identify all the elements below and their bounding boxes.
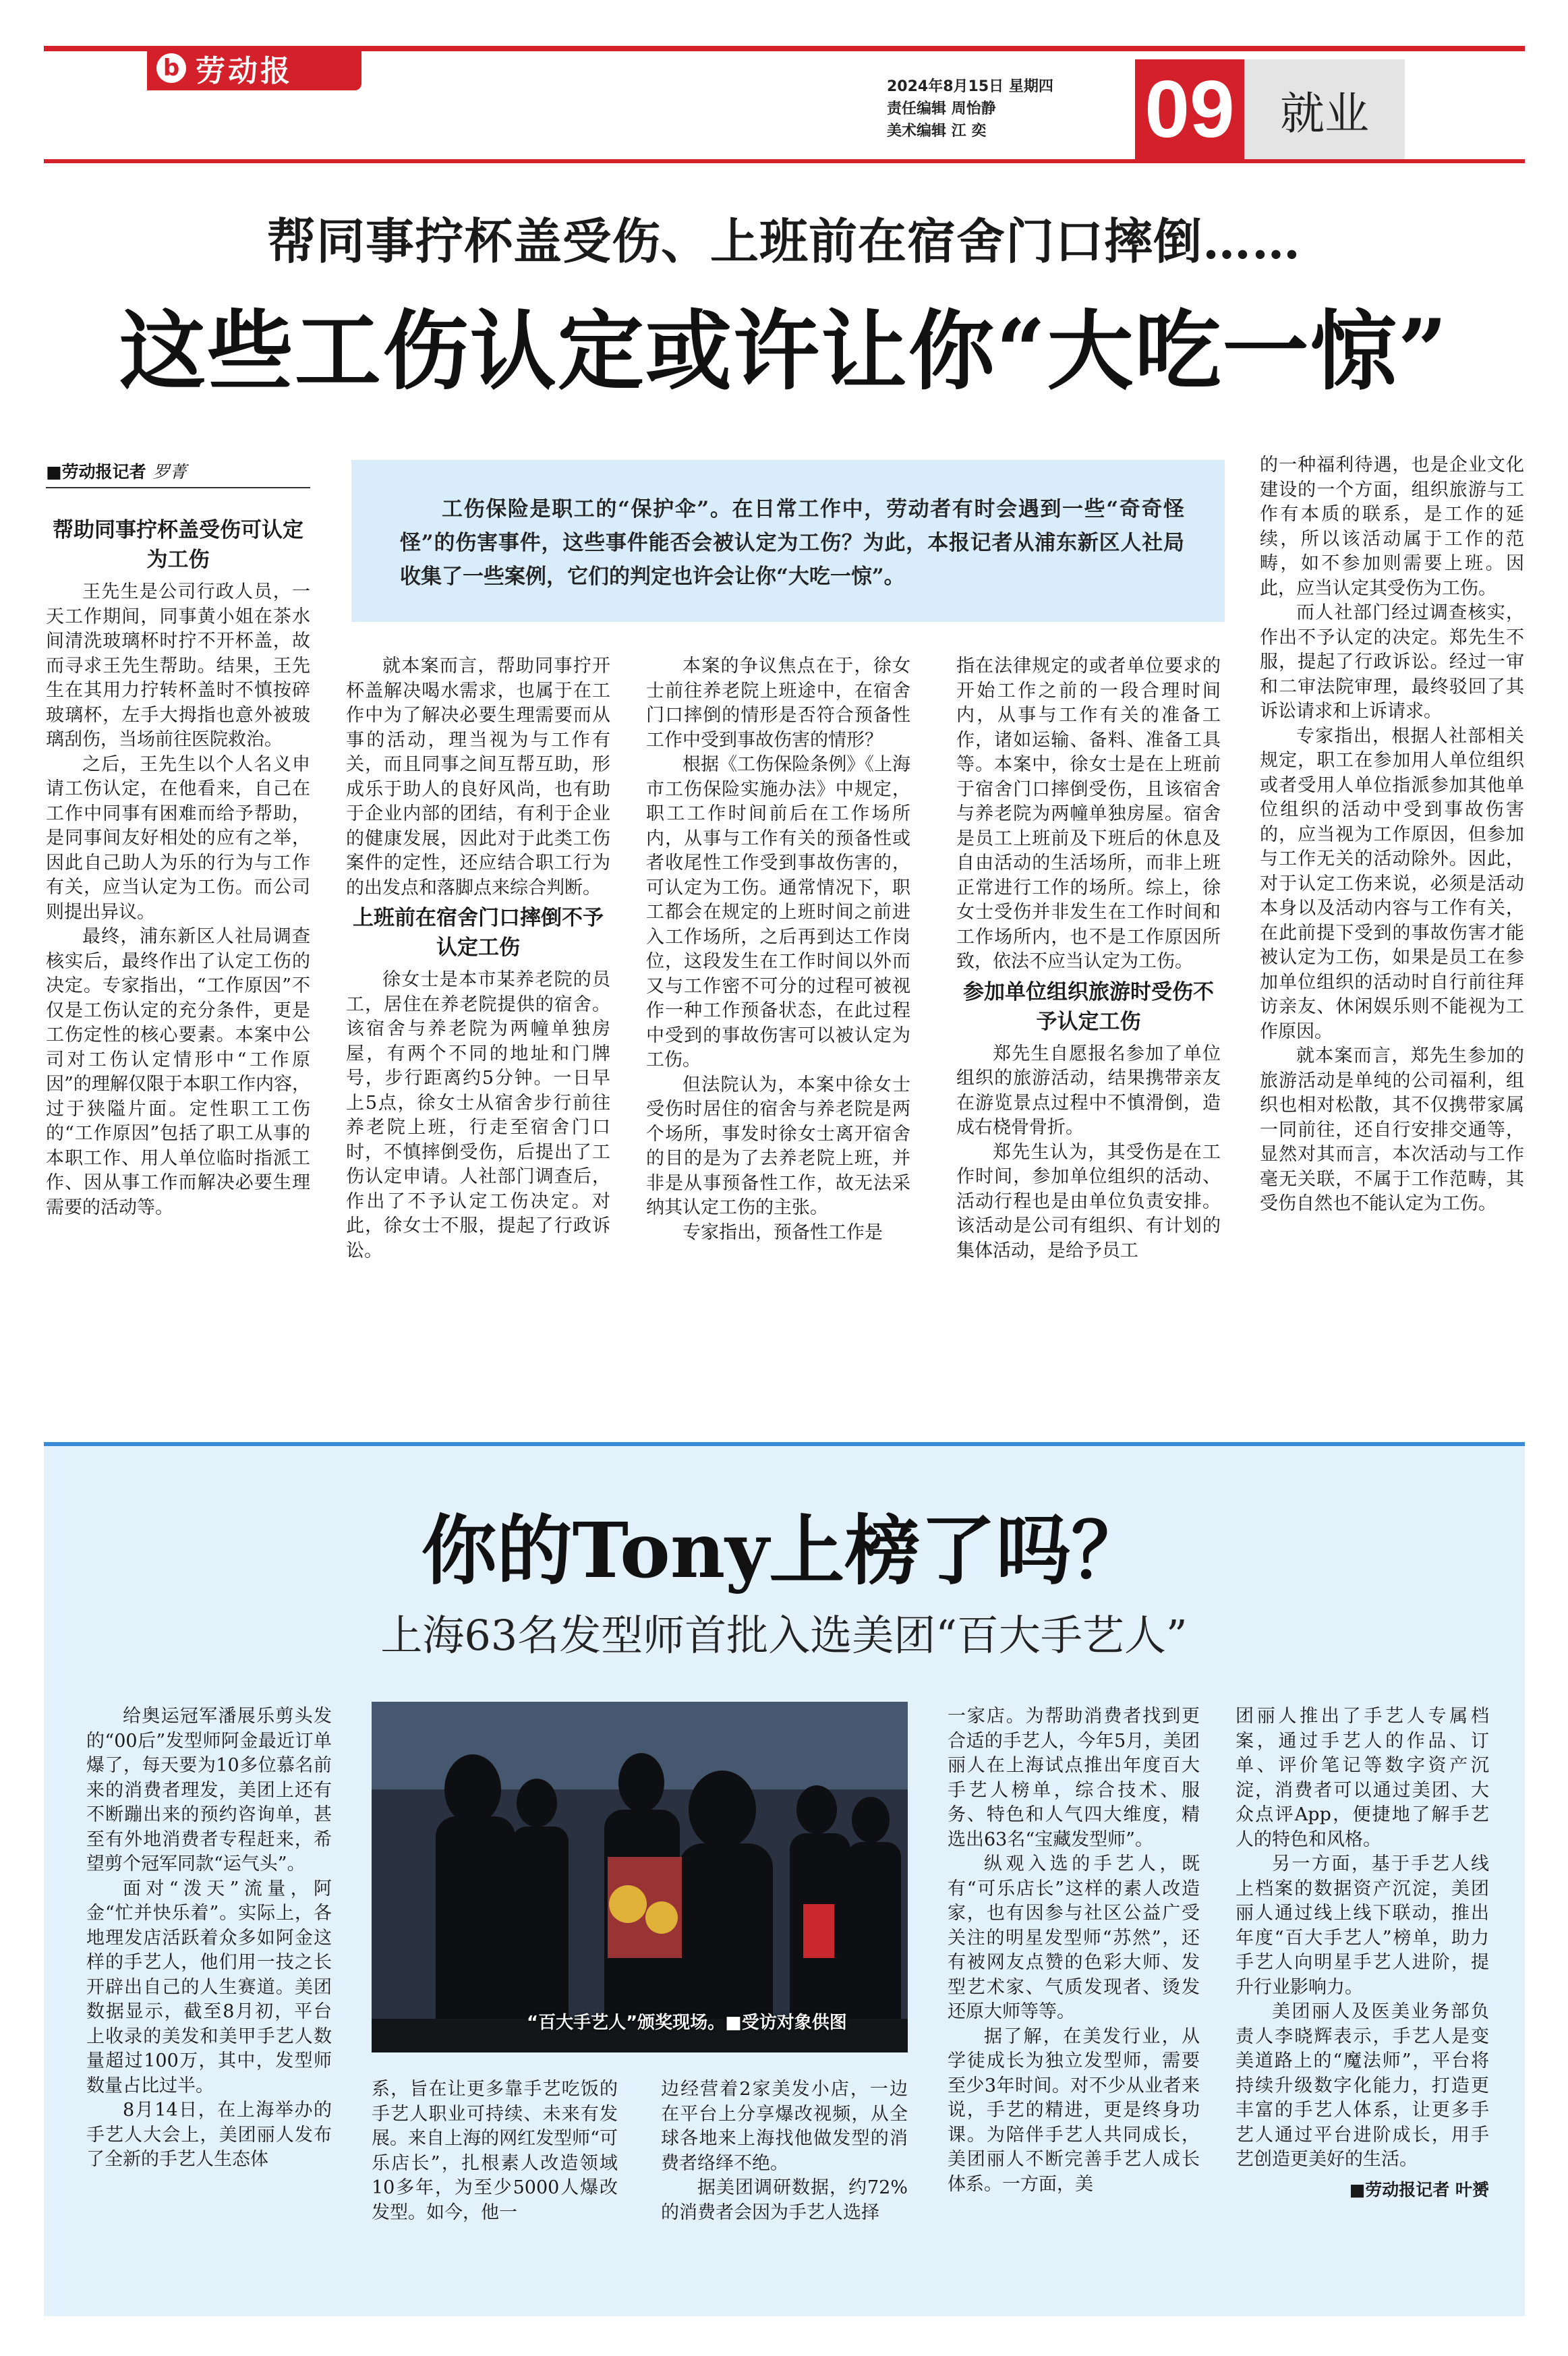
paragraph: 但法院认为，本案中徐女士受伤时居住的宿舍与养老院是两个场所，事发时徐女士离开宿舍的目的是为了去养老院上班，并非是从事预备性工作，故无法采纳其认定工伤的主张。 xyxy=(646,1074,910,1218)
story2-col4 xyxy=(948,1704,1200,2197)
story2-col1 xyxy=(86,1704,332,2173)
paragraph: 徐女士是本市某养老院的员工，居住在养老院提供的宿舍。该宿舍与养老院为两幢单独房屋，有两个不同的地址和门牌号，步行距离约5分钟。一日早上5点，徐女士从宿舍步行前往养老院上班，行走至宿舍门口时，不慎摔倒受伤，后提出了工伤认定申请。人社部门调查后，作出了不予认定工伤决定。对此，徐女士不服，提起了行政诉讼。 xyxy=(346,969,610,1261)
paragraph: 边经营着2家美发小店，一边在平台上分享爆改视频，从全球各地来上海找他做发型的消费者络绎不绝。 xyxy=(661,2079,908,2174)
story1-col3 xyxy=(646,654,910,1245)
paragraph: 就本案而言，帮助同事拧开杯盖解决喝水需求，也属于在工作中为了解决必要生理需要而从事的活动，理当视为与工作有关，而且同事之间互帮互助，形成乐于助人的良好风尚，也有助于企业内部的团结，有利于企业的健康发展，因此对于此类工伤案件的定性，还应结合职工行为的出发点和落脚点来综合判断。 xyxy=(346,656,610,898)
paragraph: 最终，浦东新区人社局调查核实后，最终作出了认定工伤的决定。专家指出，“工作原因”不仅是工伤认定的充分条件，更是工伤定性的核心要素。本案中公司对工伤认定情形中“工作原因”的理解仅限于本职工作内容，过于狭隘片面。定性职工工伤的“工作原因”包括了职工从事的本职工作、用人单位临时指派工作、因从事工作而解决必要生理需要的活动等。 xyxy=(46,926,310,1218)
byline-label: ■劳动报记者 xyxy=(46,462,146,482)
story1-col5 xyxy=(1260,453,1524,1217)
paragraph: 王先生是公司行政人员，一天工作期间，同事黄小姐在茶水间清洗玻璃杯时拧不开杯盖，故而寻求王先生帮助。结果，王先生在其用力拧转杯盖时不慎按碎玻璃杯，左手大拇指也意外被玻璃刮伤，当场前往医院救治。 xyxy=(46,581,310,750)
paragraph: 根据《工伤保险条例》《上海市工伤保险实施办法》中规定，职工工作时间前后在工作场所内，从事与工作有关的预备性或者收尾性工作受到事故伤害的，可认定为工伤。通常情况下，职工都会在规定的上班时间之前进入工作场所，之后再到达工作岗位，这段发生在工作时间以外而又与工作密不可分的过程可被视作一种工作预备状态，在此过程中受到的事故伤害可以被认定为工伤。 xyxy=(646,754,910,1070)
paragraph: 郑先生自愿报名参加了单位组织的旅游活动，结果携带亲友在游览景点过程中不慎滑倒，造成右桡骨骨折。 xyxy=(956,1043,1221,1138)
story1-kicker: 帮同事拧杯盖受伤、上班前在宿舍门口摔倒…… xyxy=(266,212,1301,270)
case1-heading: 帮助同事拧杯盖受伤可认定为工伤 xyxy=(53,518,303,572)
issue-date: 2024年8月15日 星期四 xyxy=(887,78,1053,95)
case3-heading: 参加单位组织旅游时受伤不予认定工伤 xyxy=(963,979,1214,1034)
paragraph: 郑先生认为，其受伤是在工作时间，参加单位组织的活动、活动行程也是由单位负责安排。该活动是公司有组织、有计划的集体活动，是给予员工 xyxy=(956,1141,1221,1261)
paragraph: 据美团调研数据，约72%的消费者会因为手艺人选择 xyxy=(661,2177,908,2223)
paragraph: 一家店。为帮助消费者找到更合适的手艺人，今年5月，美团丽人在上海试点推出年度百大手艺人榜单，综合技术、服务、特色和人气四大维度，精选出63名“宝藏发型师”。 xyxy=(948,1706,1200,1850)
story2-col3 xyxy=(661,2077,908,2225)
story2-title: 你的Tony上榜了吗？ xyxy=(421,1507,1147,1595)
story1-col2 xyxy=(346,654,610,1263)
signoff-name: 叶赟 xyxy=(1455,2179,1489,2200)
paragraph: 的一种福利待遇，也是企业文化建设的一个方面，组织旅游与工作有本质的联系，是工作的延续，所以该活动属于工作的范畴，如不参加则需要上班。因此，应当认定其受伤为工伤。 xyxy=(1260,455,1524,599)
newspaper-logo xyxy=(147,46,361,90)
story1-col1 xyxy=(46,513,310,1220)
paragraph: 就本案而言，郑先生参加的旅游活动是单纯的公司福利，组织也相对松散，其不仅携带家属一同前往，还自行安排交通等，显然对其而言，本次活动与工作毫无关联，不属于工作范畴，其受伤自然也不能认定为工伤。 xyxy=(1260,1045,1524,1214)
paragraph: 另一方面，基于手艺人线上档案的数据资产沉淀，美团丽人通过线上线下联动，推出年度“百大手艺人”榜单，助力手艺人向明星手艺人进阶，提升行业影响力。 xyxy=(1236,1854,1489,1998)
signoff-label: ■劳动报记者 xyxy=(1349,2179,1450,2200)
paragraph: 8月14日，在上海举办的手艺人大会上，美团丽人发布了全新的手艺人生态体 xyxy=(86,2100,332,2170)
paragraph: 专家指出，预备性工作是 xyxy=(683,1222,883,1243)
paragraph: 之后，王先生以个人名义申请工伤认定，在他看来，自己在工作中同事有困难而给予帮助，是同事间友好相处的应有之举，因此自己助人为乐的行为与工作有关，应当认定为工伤。而公司则提出异议。 xyxy=(46,753,310,923)
paragraph: 美团丽人及医美业务部负责人李晓辉表示，手艺人是变美道路上的“魔法师”，平台将持续升级数字化能力，打造更丰富的手艺人体系，让更多手艺人通过平台进阶成长，用手艺创造更美好的生活。 xyxy=(1236,2001,1489,2170)
logo-text: 劳动报 xyxy=(196,54,293,88)
story1-headline: 这些工伤认定或许让你“大吃一惊” xyxy=(119,301,1449,402)
issue-art-editor: 美术编辑 江 奕 xyxy=(887,123,987,140)
story1-col4 xyxy=(956,654,1221,1263)
award-ceremony-photo xyxy=(372,1702,908,2052)
story2-col2 xyxy=(372,2077,618,2225)
paragraph: 给奥运冠军潘展乐剪头发的“00后”发型师阿金最近订单爆了，每天要为10多位慕名前来的消费者理发，美团上还有不断蹦出来的预约咨询单，甚至有外地消费者专程赶来，希望剪个冠军同款“运气头”。 xyxy=(86,1706,332,1874)
ceremony-scene xyxy=(372,1702,908,2052)
byline-name: 罗菁 xyxy=(152,462,187,482)
header-bottom-rule xyxy=(44,159,1525,163)
case2-heading: 上班前在宿舍门口摔倒不予认定工伤 xyxy=(353,906,604,960)
story2-subtitle: 上海63名发型师首批入选美团“百大手艺人” xyxy=(380,1611,1188,1660)
paragraph: 据了解，在美发行业，从学徒成长为独立发型师，需要至少3年时间。对不少从业者来说，手艺的精进，更是终身功课。为陪伴手艺人共同成长，美团丽人不断完善手艺人成长体系。一方面，美 xyxy=(948,2025,1200,2195)
issue-editor: 责任编辑 周怡静 xyxy=(887,100,996,117)
section-title: 就业 xyxy=(1244,59,1405,159)
paragraph: 专家指出，根据人社部相关规定，职工在参加用人单位组织或者受用人单位指派参加其他单位组织的活动中受到事故伤害的，应当视为工作原因，但参加与工作无关的活动除外。因此，对于认定工伤来说，必须是活动本身以及活动内容与工作有关，在此前提下受到的事故伤害才能被认定为工伤，如果是员工在参加单位组织的活动时自行前往拜访亲友、休闲娱乐则不能视为工作原因。 xyxy=(1260,725,1524,1042)
story2-col5 xyxy=(1236,1704,1489,2201)
paragraph: 本案的争议焦点在于，徐女士前往养老院上班途中，在宿舍门口摔倒的情形是否符合预备性工作中受到事故伤害的情形？ xyxy=(646,656,910,751)
paragraph: 系，旨在让更多靠手艺吃饭的手艺人职业可持续、未来有发展。来自上海的网红发型师“可乐店长”，扎根素人改造领域10多年，为至少5000人爆改发型。如今，他一 xyxy=(372,2079,618,2223)
paragraph: 纵观入选的手艺人，既有“可乐店长”这样的素人改造家，也有因参与社区公益广受关注的明星发型师“苏然”，还有被网友点赞的色彩大师、发型艺术家、气质发现者、烫发还原大师等等。 xyxy=(948,1854,1200,2022)
photo-caption: “百大手艺人”颁奖现场。■受访对象供图 xyxy=(527,2013,847,2033)
story1-intro: 工伤保险是职工的“保护伞”。在日常工作中，劳动者有时会遇到一些“奇奇怪怪”的伤害事件，这些事件能否会被认定为工伤？为此，本报记者从浦东新区人社局收集了一些案例，它们的判定也许会让你“大吃一惊”。 xyxy=(351,460,1225,622)
logo-mark-icon: b xyxy=(156,53,186,83)
story2-signoff xyxy=(1236,2177,1489,2201)
story1-byline xyxy=(46,459,310,488)
paragraph: 面对“泼天”流量，阿金“忙并快乐着”。实际上，各地理发店活跃着众多如阿金这样的手艺人，他们用一技之长开辟出自己的人生赛道。美团数据显示，截至8月初，平台上收录的美发和美甲手艺人数量超过100万，其中，发型师数量占比过半。 xyxy=(86,1878,332,2096)
page-number: 09 xyxy=(1135,59,1244,159)
issue-meta xyxy=(887,76,1130,142)
paragraph: 指在法律规定的或者单位要求的开始工作之前的一段合理时间内，从事与工作有关的准备工作，诸如运输、备料、准备工具等。本案中，徐女士是在上班前于宿舍门口摔倒受伤，且该宿舍与养老院为两幢单独房屋。宿舍是员工上班前及下班后的休息及自由活动的生活场所，而非上班正常进行工作的场所。综上，徐女士受伤并非发生在工作时间和工作场所内，也不是工作原因所致，依法不应当认定为工伤。 xyxy=(956,656,1221,972)
paragraph: 而人社部门经过调查核实，作出不予认定的决定。郑先生不服，提起了行政诉讼。经过一审和二审法院审理，最终驳回了其诉讼请求和上诉请求。 xyxy=(1260,602,1524,722)
paragraph: 团丽人推出了手艺人专属档案，通过手艺人的作品、订单、评价笔记等数字资产沉淀，消费者可以通过美团、大众点评App，便捷地了解手艺人的特色和风格。 xyxy=(1236,1706,1489,1850)
